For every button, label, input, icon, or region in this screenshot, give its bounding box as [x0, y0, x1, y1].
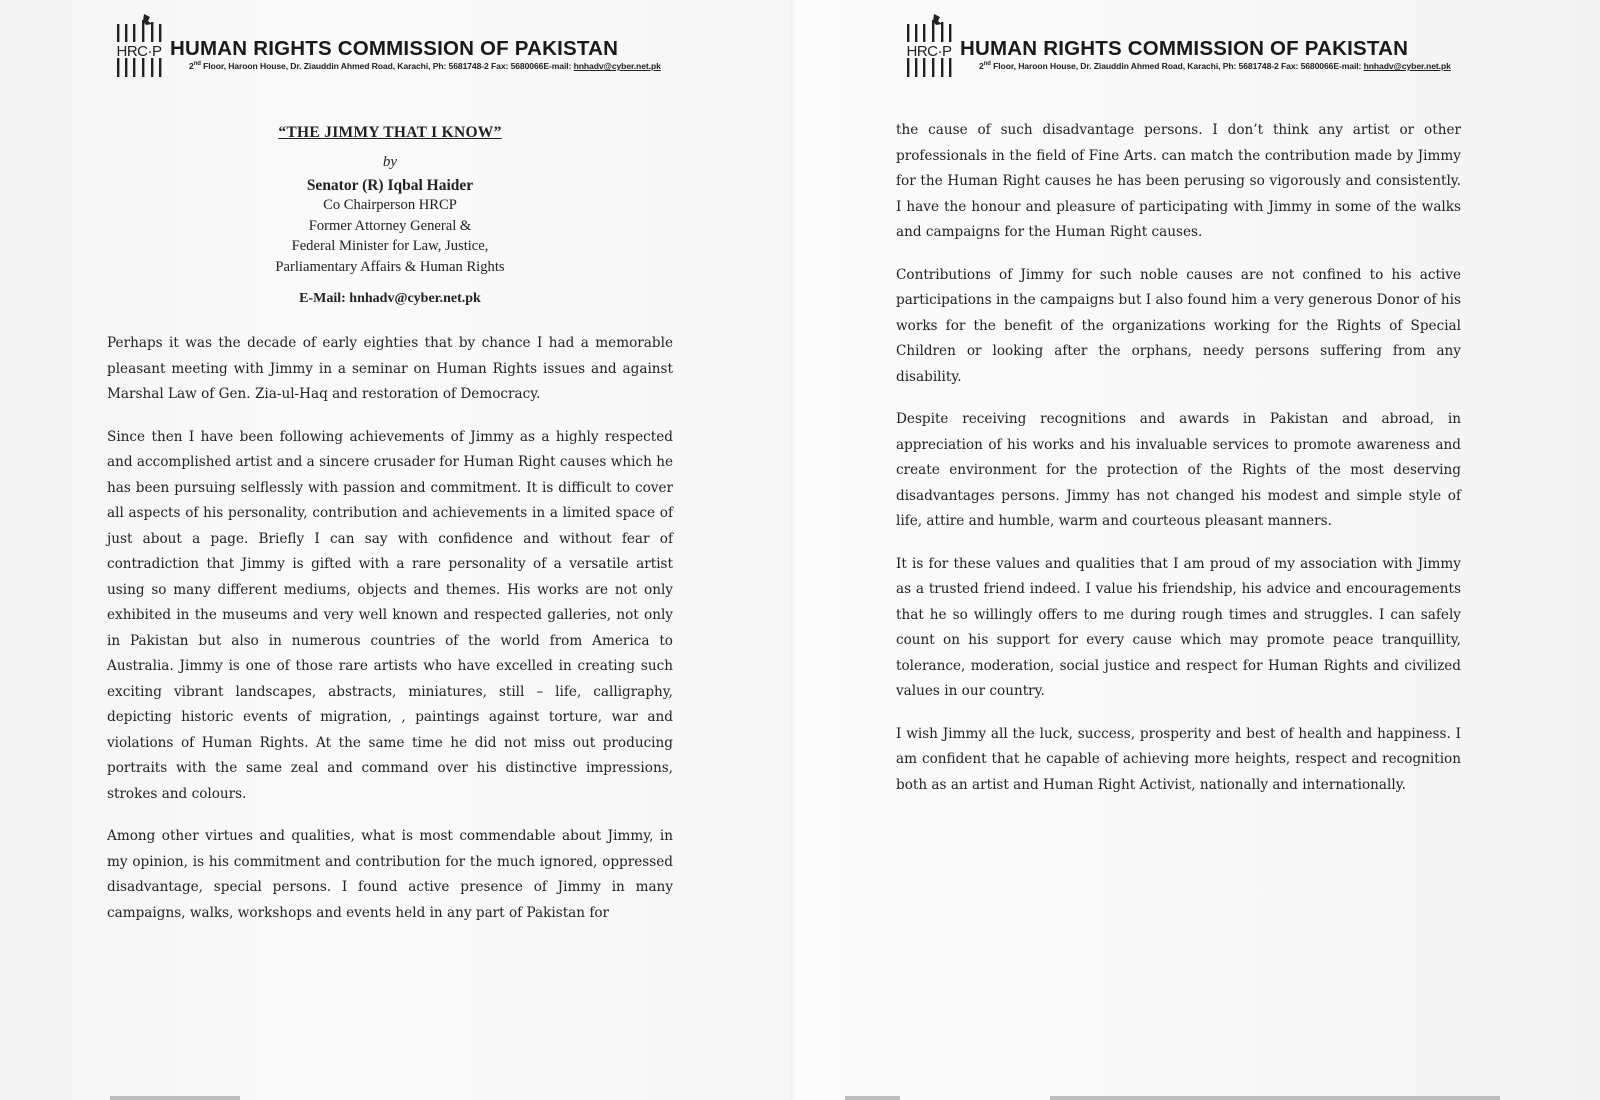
- letterhead: [114, 14, 694, 80]
- organization-email-link[interactable]: hnhadv@cyber.net.pk: [1363, 61, 1451, 71]
- paragraph: Since then I have been following achievements of Jimmy as a highly respected and accomplished artist and a sincere crusader for Human Right causes which he has been pursuing selflessly with passion and commitment. It is difficult to cover all aspects of his personality, contribution and achievements in a limited space of just about a page. Briefly I can say with confidence and without fear of contradiction that Jimmy is gifted with a rare personality of a versatile artist using so many different mediums, objects and themes. His works are not only exhibited in the museums and very well known and respected galleries, not only in Pakistan but also in numerous countries of the world from America to Australia. Jimmy is one of those rare artists who have excelled in creating such exciting vibrant landscapes, abstracts, miniatures, still – life, calligraphy, depicting historic events of migration, , paintings against torture, war and violations of Human Rights. At the same time he did not miss out producing portraits with the same zeal and command over his distinctive impressions, strokes and colours.: [107, 428, 673, 802]
- page-edge-shadow: [845, 1096, 900, 1100]
- paragraph: Among other virtues and qualities, what is most commendable about Jimmy, in my opinion, is his commitment and contribution for the much ignored, oppressed disadvantage, special persons. I found active presence of Jimmy in many campaigns, walks, workshops and events held in any part of Pakistan for: [107, 828, 673, 921]
- svg-text:HRC·P: HRC·P: [906, 43, 952, 60]
- page-2-body: [896, 118, 1461, 815]
- organization-address: [979, 61, 1451, 71]
- hrcp-logo-icon: [904, 14, 954, 78]
- paragraph: Despite receiving recognitions and awards in Pakistan and abroad, in appreciation of his works and his invaluable services to promote awareness and create environment for the protection of the Rights of the most deserving disadvantages persons. Jimmy has not changed his modest and simple style of life, attire and humble, warm and courteous pleasant manners.: [896, 411, 1461, 529]
- author-role: Parliamentary Affairs & Human Rights: [275, 258, 505, 275]
- organization-email-link[interactable]: hnhadv@cyber.net.pk: [573, 61, 661, 71]
- paragraph: Contributions of Jimmy for such noble causes are not confined to his active participations in the campaigns but I also found him a very generous Donor of his works for the benefit of the organizations working for the Rights of Special Children or looking after the orphans, needy persons suffering from any disability.: [896, 266, 1461, 385]
- address-text: Floor, Haroon House, Dr. Ziauddin Ahmed Road, Karachi, Ph: 5681748-2 Fax: 5680066E-mail:: [200, 61, 574, 71]
- hrcp-logo-icon: [114, 14, 164, 78]
- paragraph: the cause of such disadvantage persons. I don’t think any artist or other professionals in the field of Fine Arts. can match the contribution made by Jimmy for the Human Right causes he has been perusing so vigorously and consistently. I have the honour and pleasure of participating with Jimmy in some of the walks and campaigns for the Human Right causes.: [896, 122, 1461, 240]
- page-edge-shadow: [1050, 1096, 1500, 1100]
- author-email: E-Mail: hnhadv@cyber.net.pk: [299, 291, 481, 306]
- article-title: “THE JIMMY THAT I KNOW”: [278, 124, 502, 141]
- svg-text:HRC·P: HRC·P: [116, 43, 162, 60]
- address-floor-suffix: nd: [193, 61, 201, 68]
- document-page-2: [800, 0, 1600, 1100]
- author-role: Former Attorney General &: [308, 217, 472, 234]
- author-name: Senator (R) Iqbal Haider: [306, 177, 474, 194]
- page-edge-shadow: [110, 1096, 240, 1100]
- organization-name: HUMAN RIGHTS COMMISSION OF PAKISTAN: [960, 37, 1409, 60]
- byline: by: [382, 154, 398, 170]
- paragraph: It is for these values and qualities that I am proud of my association with Jimmy as a trusted friend indeed. I value his friendship, his advice and encouragements that he so willingly offers to me during rough times and struggles. I can safely count on his support for every cause which may promote peace tranquillity, tolerance, moderation, social justice and respect for Human Rights and civilized values in our country.: [896, 555, 1461, 699]
- paragraph: I wish Jimmy all the luck, success, prosperity and best of health and happiness. I am confident that he capable of achieving more heights, respect and recognition both as an artist and Human Right Activist, nationally and internationally.: [896, 725, 1461, 793]
- address-floor-number: 2: [189, 61, 194, 71]
- author-role: Federal Minister for Law, Justice,: [291, 238, 489, 254]
- organization-address: [189, 61, 661, 71]
- address-floor-number: 2: [979, 61, 984, 71]
- letterhead: [904, 14, 1484, 80]
- author-role: Co Chairperson HRCP: [323, 197, 457, 213]
- address-floor-suffix: nd: [983, 61, 991, 68]
- address-text: Floor, Haroon House, Dr. Ziauddin Ahmed Road, Karachi, Ph: 5681748-2 Fax: 5680066E-mail:: [990, 61, 1364, 71]
- page-1-body: [107, 331, 673, 943]
- organization-name: HUMAN RIGHTS COMMISSION OF PAKISTAN: [170, 37, 619, 60]
- paragraph: Perhaps it was the decade of early eighties that by chance I had a memorable pleasant meeting with Jimmy in a seminar on Human Rights issues and against Marshal Law of Gen. Zia-ul-Haq and restoration of Democracy.: [107, 335, 673, 402]
- article-header: [240, 124, 540, 307]
